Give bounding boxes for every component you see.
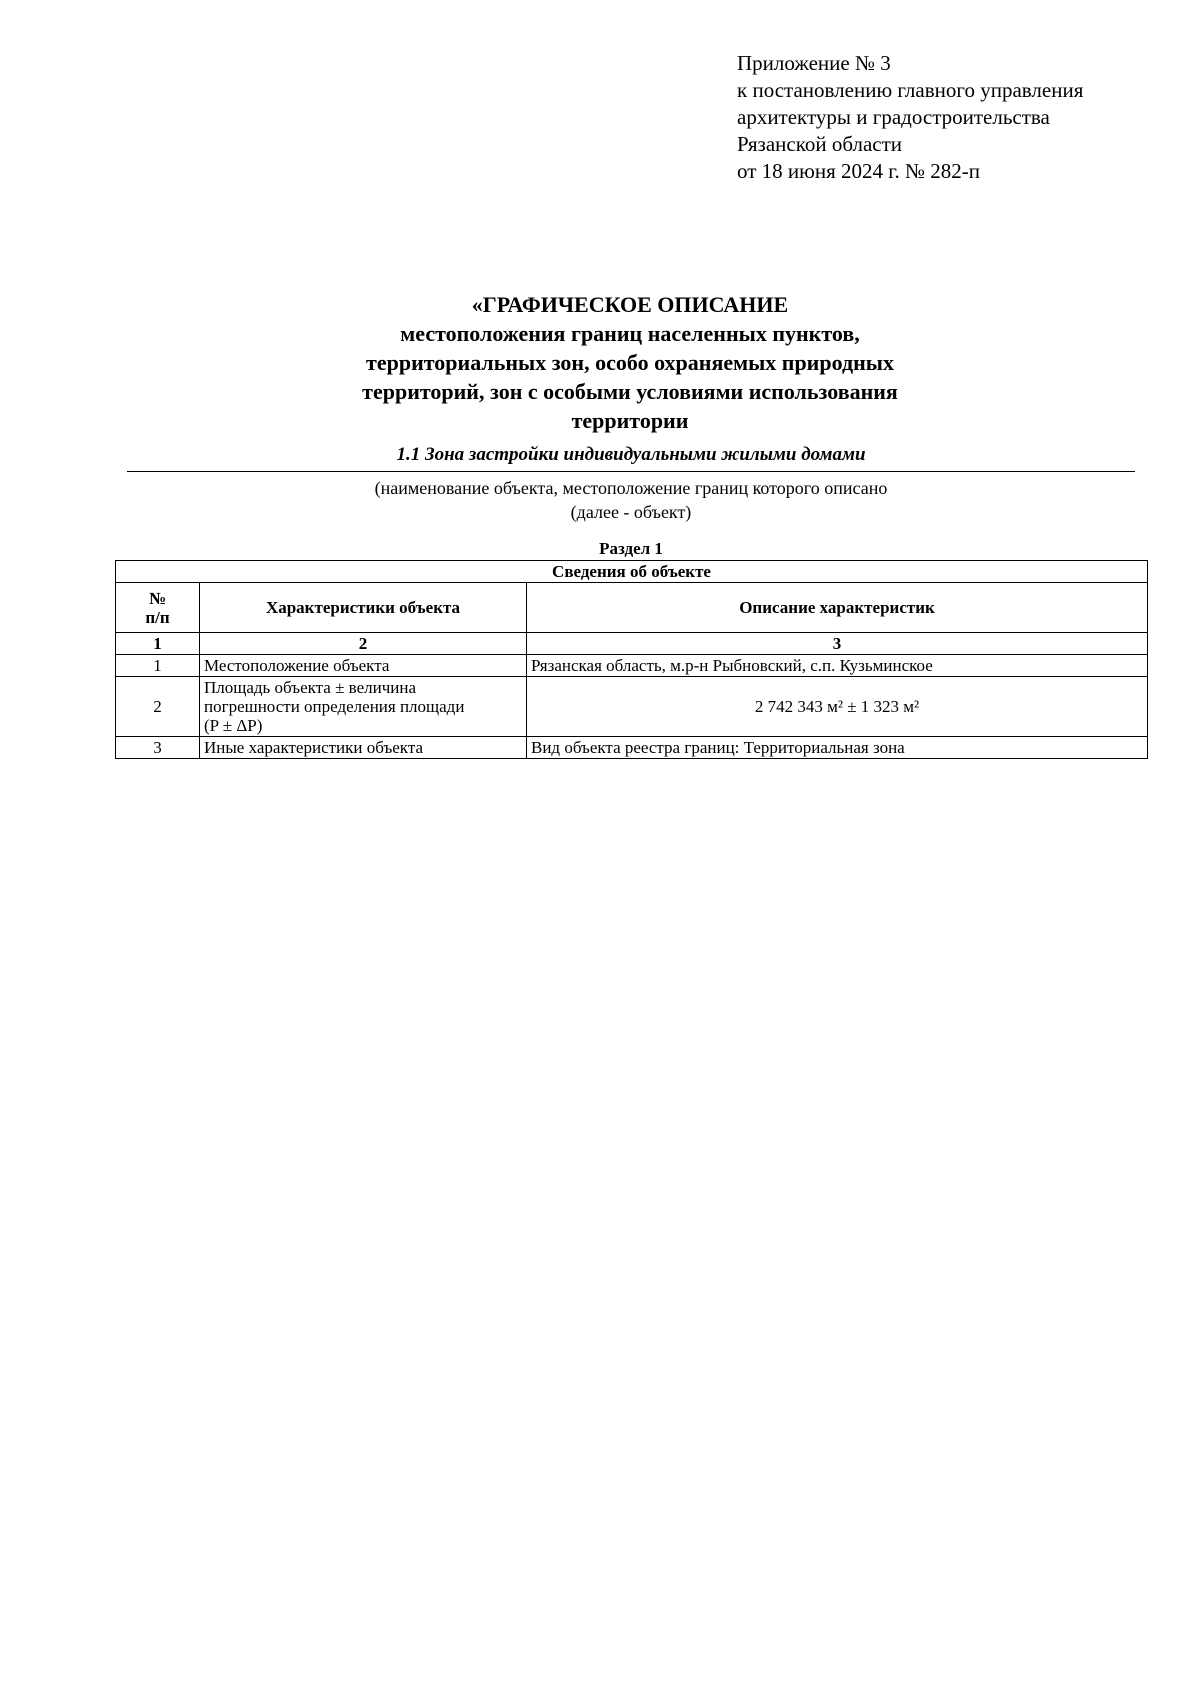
characteristic-line: (P ± ΔP) (204, 716, 263, 735)
table-row (116, 655, 1148, 677)
object-name: 1.1 Зона застройки индивидуальными жилыми домами (396, 444, 866, 465)
appendix-line: Приложение № 3 (737, 51, 891, 75)
appendix-block (737, 50, 1083, 185)
object-info-table (115, 560, 1148, 759)
header-characteristics: Характеристики объекта (200, 583, 527, 633)
title-line: территории (571, 408, 689, 433)
header-num (116, 583, 200, 633)
row-description: Рязанская область, м.р-н Рыбновский, с.п. Кузьминское (527, 655, 1148, 677)
row-characteristic: Местоположение объекта (200, 655, 527, 677)
row-num: 2 (116, 677, 200, 737)
column-number: 1 (116, 633, 200, 655)
characteristic-line: погрешности определения площади (204, 697, 465, 716)
header-num-line: п/п (145, 607, 170, 627)
table-header-row (116, 583, 1148, 633)
row-characteristic (200, 677, 527, 737)
caption-line: (далее - объект) (570, 502, 692, 522)
row-num: 1 (116, 655, 200, 677)
document-title (0, 290, 1200, 435)
appendix-line: Рязанской области (737, 132, 903, 156)
title-line: «ГРАФИЧЕСКОЕ ОПИСАНИЕ (471, 292, 789, 317)
row-description: 2 742 343 м² ± 1 323 м² (527, 677, 1148, 737)
table-row (116, 737, 1148, 759)
appendix-line: к постановлению главного управления (737, 78, 1084, 102)
header-description: Описание характеристик (527, 583, 1148, 633)
underline-rule (127, 471, 1135, 472)
caption-line: (наименование объекта, местоположение границ которого описано (374, 478, 888, 498)
row-description: Вид объекта реестра границ: Территориальная зона (527, 737, 1148, 759)
table-title-row (116, 561, 1148, 583)
characteristic-line: Площадь объекта ± величина (204, 678, 417, 697)
object-caption (127, 476, 1135, 524)
column-number: 3 (527, 633, 1148, 655)
table-title: Сведения об объекте (116, 561, 1148, 583)
table-row (116, 677, 1148, 737)
row-num: 3 (116, 737, 200, 759)
title-line: местоположения границ населенных пунктов, (400, 321, 860, 346)
row-characteristic: Иные характеристики объекта (200, 737, 527, 759)
header-num-line: № (148, 588, 167, 608)
title-line: территориальных зон, особо охраняемых природных (366, 350, 894, 375)
title-line: территорий, зон с особыми условиями использования (362, 379, 898, 404)
column-number-row (116, 633, 1148, 655)
section-title: Раздел 1 (599, 539, 663, 558)
appendix-line: архитектуры и градостроительства (737, 105, 1050, 129)
appendix-line: от 18 июня 2024 г. № 282-п (737, 159, 980, 183)
column-number: 2 (200, 633, 527, 655)
